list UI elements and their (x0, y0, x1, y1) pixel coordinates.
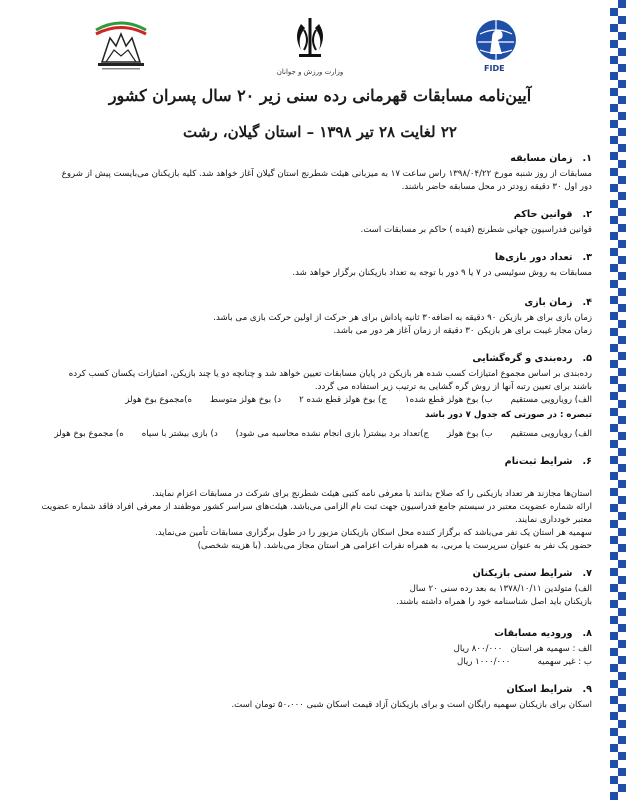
paragraph: مسابقات به روش سوئیسی در ۷ یا ۹ دور با توجه به تعداد بازیکنان برگزار خواهد شد. (292, 268, 592, 278)
paragraph: قوانین فدراسیون جهانی شطرنج (فیده ) حاکم بر مسابقات است. (360, 225, 592, 235)
section-number: ۲. (582, 209, 592, 220)
section-entry-fee (28, 627, 592, 669)
section-heading: قوانین حاکم (513, 209, 573, 220)
paragraph: ارائه شماره عضویت معتبر در سیستم جامع فدراسیون جهت ثبت نام الزامی می‌باشد. هیئت‌های سراسر کشور موظفند از معرفی افراد فاقد شماره عضویت (41, 502, 592, 512)
fee-line: الف : سهمیه هر استان ۸۰۰/۰۰۰ ریال (453, 644, 592, 654)
list-item: ب) بوخ هولز (446, 429, 493, 439)
paragraph: زمان بازی برای هر بازیکن ۹۰ دقیقه به اضافه۳۰ ثانیه پاداش برای هر حرکت از اولین حرکت بازی می باشد. (213, 313, 592, 323)
tiebreak-options (28, 394, 592, 407)
section-heading: تعداد دور بازی‌ها (494, 252, 573, 263)
list-item: د) بازی بیشتر با سیاه (141, 429, 218, 439)
paragraph: زمان مجاز غیبت برای هر بازیکن ۳۰ دقیقه از زمان آغاز هر دور می باشد. (333, 326, 592, 336)
fide-caption: FIDE (484, 64, 505, 73)
paragraph: دور اول ۳۰ دقیقه زودتر در محل مسابقه حاضر باشند. (401, 182, 592, 192)
paragraph: مسابقات از روز شنبه مورخ ۱۳۹۸/۰۴/۲۲ راس ساعت ۱۷ به میزبانی هیئت شطرنج استان گیلان آغاز خواهد شد. کلیه بازیکنان می‌بایست پیش از شروع (61, 169, 592, 179)
list-item: ج) بوخ هولز قطع شده ۲ (299, 395, 387, 405)
section-number: ۱. (582, 153, 592, 164)
paragraph: رده‌بندی بر اساس مجموع امتیازات کسب شده هر بازیکن در پایان مسابقات تعیین خواهد شد و چنانچه دو یا چند بازیکن، امتیازات یکسان کسب کرده (68, 369, 592, 379)
section-number: ۵. (582, 353, 592, 364)
document-subtitle: ۲۲ لغایت ۲۸ تیر ۱۳۹۸ – استان گیلان، رشت (183, 123, 457, 141)
paragraph: بازیکنان باید اصل شناسنامه خود را همراه داشته باشند. (396, 597, 592, 607)
list-item: ه) مجموع بوخ هولز (54, 429, 124, 439)
paragraph: سهمیه هر استان یک نفر می‌باشد که برگزار کننده محل اسکان بازیکنان مزبور را در طول برگزاری مسابقات تأمین می‌نماید. (155, 528, 592, 538)
section-number: ۶. (582, 456, 592, 467)
section-number: ۴. (582, 297, 592, 308)
section-number: ۳. (582, 252, 592, 263)
federation-logo (88, 16, 154, 72)
ministry-emblem (270, 14, 350, 80)
section-ranking-tiebreak (28, 352, 592, 441)
section-registration (28, 455, 592, 553)
list-item: الف) رویارویی مستقیم (510, 429, 592, 439)
section-rounds (28, 251, 592, 280)
ministry-caption: وزارت ورزش و جوانان (276, 68, 344, 76)
paragraph: الف) متولدین ۱۳۷۸/۱۰/۱۱ به بعد رده سنی ۲۰ سال (409, 584, 592, 594)
section-age-requirements (28, 567, 592, 609)
paragraph: اسکان برای بازیکنان سهمیه رایگان است و برای بازیکنان آزاد قیمت اسکان شبی ۵۰،۰۰۰ تومان است. (231, 700, 592, 710)
section-heading: رده‌بندی و گره‌گشایی (472, 353, 573, 364)
iran-emblem-icon (287, 14, 333, 62)
fee-line: ب : غیر سهمیه ۱۰۰۰/۰۰۰ ریال (456, 657, 592, 667)
list-item: ه)مجموع بوخ هولز (125, 395, 192, 405)
checkered-border (610, 0, 626, 800)
section-heading: شرایط سنی بازیکنان (472, 568, 573, 579)
section-match-time (28, 152, 592, 194)
fide-logo (466, 16, 526, 78)
document-body (28, 152, 592, 712)
paragraph: باشند برای تعیین رتبه آنها از روش گره گشایی به ترتیب زیر استفاده می گردد. (314, 382, 592, 392)
section-number: ۸. (582, 628, 592, 639)
section-heading: زمان بازی (524, 297, 573, 308)
section-governing-rules (28, 208, 592, 237)
section-number: ۹. (582, 684, 592, 695)
section-heading: ورودیه مسابقات (494, 628, 573, 639)
paragraph: معتبر خودداری نمایند. (514, 515, 592, 525)
section-accommodation (28, 683, 592, 712)
section-time-control (28, 296, 592, 338)
document-title: آیین‌نامه مسابقات قهرمانی رده سنی زیر ۲۰ سال پسران کشور (108, 86, 532, 105)
list-item: د) بوخ هولز متوسط (210, 395, 282, 405)
paragraph: استان‌ها مجازند هر تعداد بازیکنی را که صلاح بدانند با معرفی نامه کتبی هیئت شطرنج برای شرکت در مسابقات اعزام نمایند. (151, 489, 592, 499)
note: تبصره : در صورتی که جدول ۷ دور باشد (425, 410, 592, 420)
list-item: الف) رویارویی مستقیم (510, 395, 592, 405)
tiebreak-options-7-rounds (28, 428, 592, 441)
section-number: ۷. (582, 568, 592, 579)
section-heading: شرایط ثبت‌نام (504, 456, 573, 467)
section-heading: زمان مسابقه (510, 153, 573, 164)
paragraph: حضور یک نفر به عنوان سرپرست یا مربی، به همراه نفرات اعزامی هر استان مجاز می‌باشد. (با هزینه شخصی) (197, 541, 592, 551)
section-heading: شرایط اسکان (506, 684, 573, 695)
list-item: ب) بوخ هولز قطع شده۱ (404, 395, 493, 405)
list-item: ج)تعداد برد بیشتر( بازی انجام نشده محاسبه می شود) (235, 429, 429, 439)
